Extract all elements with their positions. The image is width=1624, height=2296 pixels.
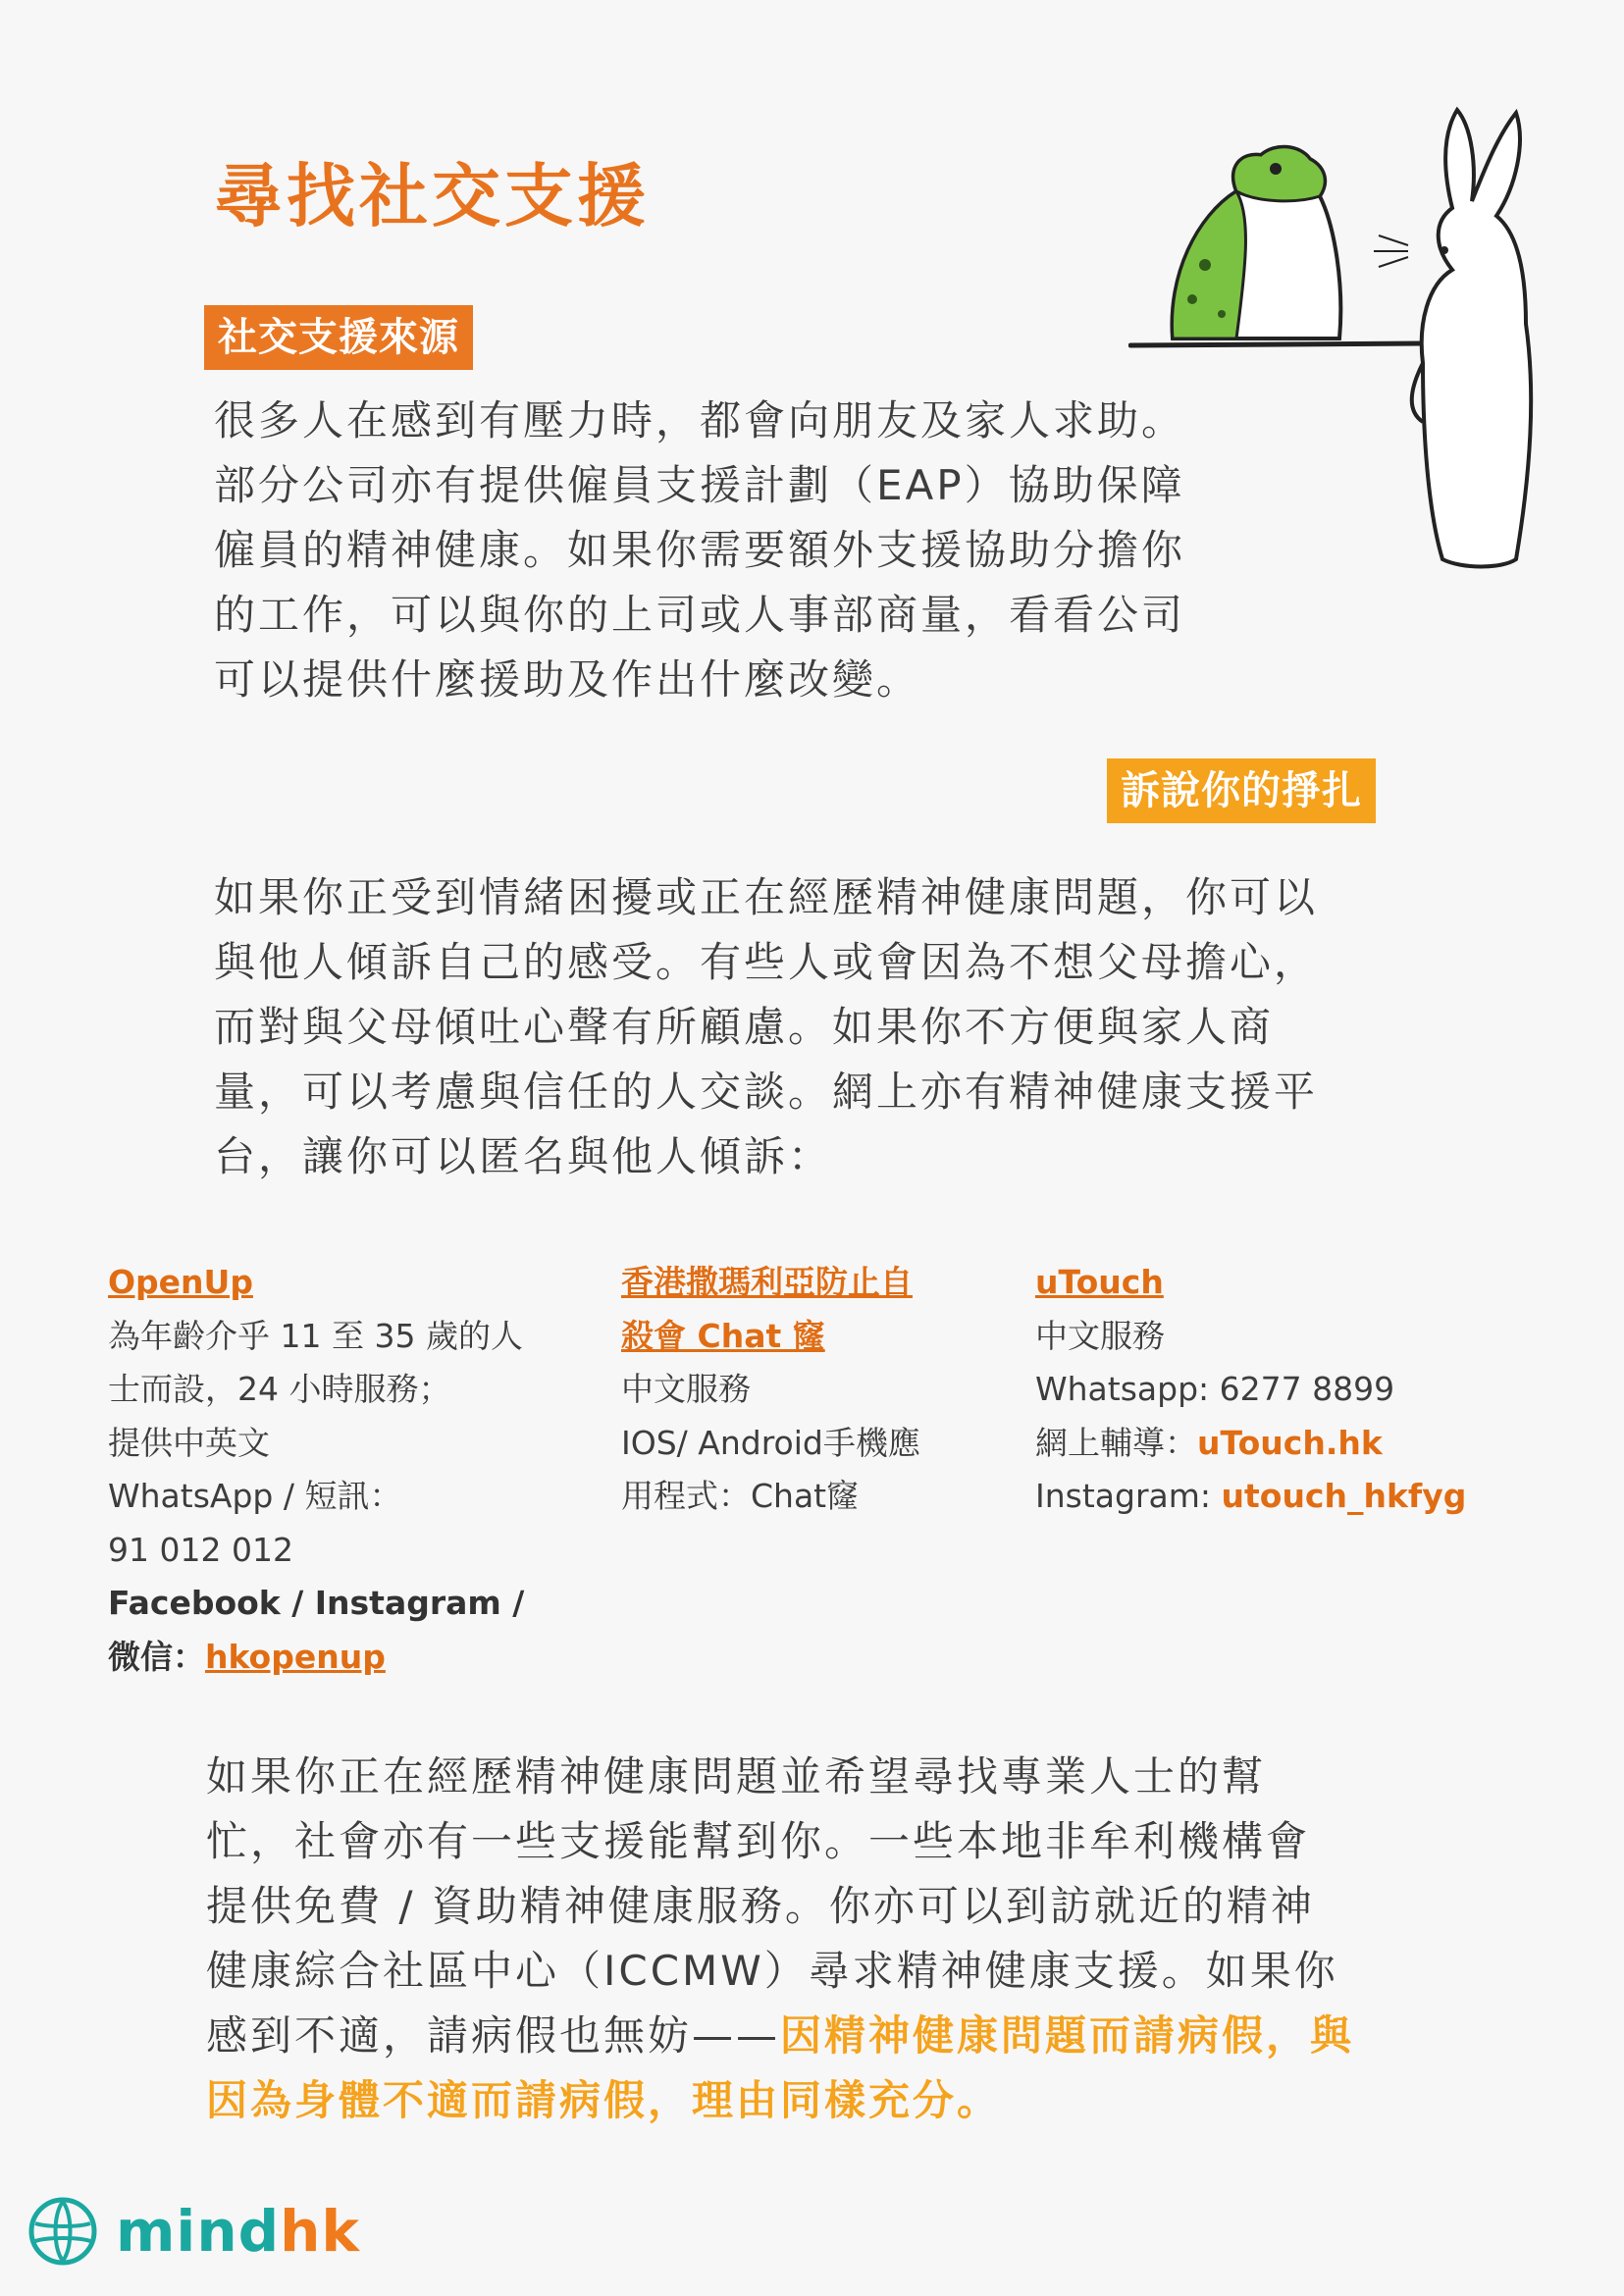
utouch-link[interactable]: uTouch (1035, 1263, 1164, 1301)
paragraph-line: 與他人傾訴自己的感受。有些人或會因為不想父母擔心， (214, 938, 1319, 986)
resource-text: 用程式：Chat窿 (621, 1477, 860, 1515)
hkopenup-link[interactable]: hkopenup (205, 1637, 386, 1676)
highlight-text: 因精神健康問題而請病假，與 (780, 2011, 1355, 2060)
paragraph-line: 僱員的精神健康。如果你需要額外支援協助分擔你 (214, 526, 1186, 574)
section1-paragraph (214, 389, 1185, 712)
section-heading-share-struggles: 訴說你的掙扎 (1107, 758, 1376, 823)
resource-text: WhatsApp / 短訊： (108, 1477, 402, 1515)
resource-text (1035, 1417, 1466, 1471)
paragraph-line: 健康綜合社區中心（ICCMW）尋求精神健康支援。如果你 (206, 1947, 1338, 1995)
resource-text: 中文服務 (621, 1370, 751, 1408)
resource-text: Whatsapp: 6277 8899 (1035, 1370, 1395, 1408)
logo-wordmark (116, 2198, 360, 2265)
page-title: 尋找社交支援 (214, 156, 650, 236)
resource-text: 中文服務 (1035, 1316, 1165, 1355)
resource-utouch (1035, 1256, 1466, 1524)
paragraph-line: 可以提供什麼援助及作出什麼改變。 (214, 655, 921, 704)
resource-text: 為年齡介乎 11 至 35 歲的人 (108, 1316, 523, 1355)
samaritan-link[interactable]: 香港撒瑪利亞防止自 (621, 1263, 913, 1301)
section-heading-social-support: 社交支援來源 (204, 305, 473, 370)
utouch-instagram-link[interactable]: utouch_hkfyg (1221, 1477, 1467, 1515)
paragraph-line: 而對與父母傾吐心聲有所顧慮。如果你不方便與家人商 (214, 1003, 1275, 1051)
frog-rabbit-illustration (1128, 98, 1570, 579)
paragraph-text: 感到不適，請病假也無妨—— (206, 2011, 781, 2060)
openup-link[interactable]: OpenUp (108, 1263, 253, 1301)
resource-text: 提供中英文 (108, 1423, 270, 1462)
highlight-text: 因為身體不適而請病假，理由同樣充分。 (206, 2076, 1002, 2124)
resource-samaritan (621, 1256, 920, 1524)
paragraph-line: 如果你正在經歷精神健康問題並希望尋找專業人士的幫 (206, 1752, 1267, 1800)
section2-paragraph (214, 865, 1318, 1189)
resource-text (1035, 1470, 1466, 1524)
resource-openup (108, 1256, 524, 1684)
mindhk-logo[interactable] (27, 2196, 360, 2267)
paragraph-line: 忙，社會亦有一些支援能幫到你。一些本地非牟利機構會 (206, 1817, 1311, 1865)
instagram-label: Instagram: (1035, 1477, 1222, 1515)
paragraph-line: 量，可以考慮與信任的人交談。網上亦有精神健康支援平 (214, 1068, 1319, 1116)
logo-hk-text: hk (280, 2198, 360, 2265)
resource-text: Facebook / Instagram / (108, 1584, 525, 1622)
resource-text: 士而設，24 小時服務； (108, 1370, 451, 1408)
utouch-website-link[interactable]: uTouch.hk (1197, 1423, 1383, 1462)
logo-mind-text: mind (116, 2198, 281, 2265)
paragraph-line: 很多人在感到有壓力時，都會向朋友及家人求助。 (214, 396, 1186, 444)
paragraph-line: 部分公司亦有提供僱員支援計劃（EAP）協助保障 (214, 461, 1185, 509)
paragraph-line: 提供免費 / 資助精神健康服務。你亦可以到訪就近的精神 (206, 1882, 1315, 1930)
resource-text: 91 012 012 (108, 1530, 293, 1569)
resource-text (108, 1631, 524, 1685)
samaritan-link[interactable]: 殺會 Chat 窿 (621, 1316, 825, 1355)
brain-icon (27, 2196, 98, 2267)
paragraph-line: 台，讓你可以匿名與他人傾訴： (214, 1132, 833, 1180)
section3-paragraph (206, 1745, 1354, 2133)
paragraph-line (206, 2004, 1354, 2068)
wechat-label: 微信： (108, 1637, 205, 1676)
paragraph-line: 的工作，可以與你的上司或人事部商量，看看公司 (214, 591, 1186, 639)
paragraph-line: 如果你正受到情緒困擾或正在經歷精神健康問題，你可以 (214, 873, 1319, 921)
resource-text: IOS/ Android手機應 (621, 1423, 920, 1462)
online-counselling-label: 網上輔導： (1035, 1423, 1197, 1462)
